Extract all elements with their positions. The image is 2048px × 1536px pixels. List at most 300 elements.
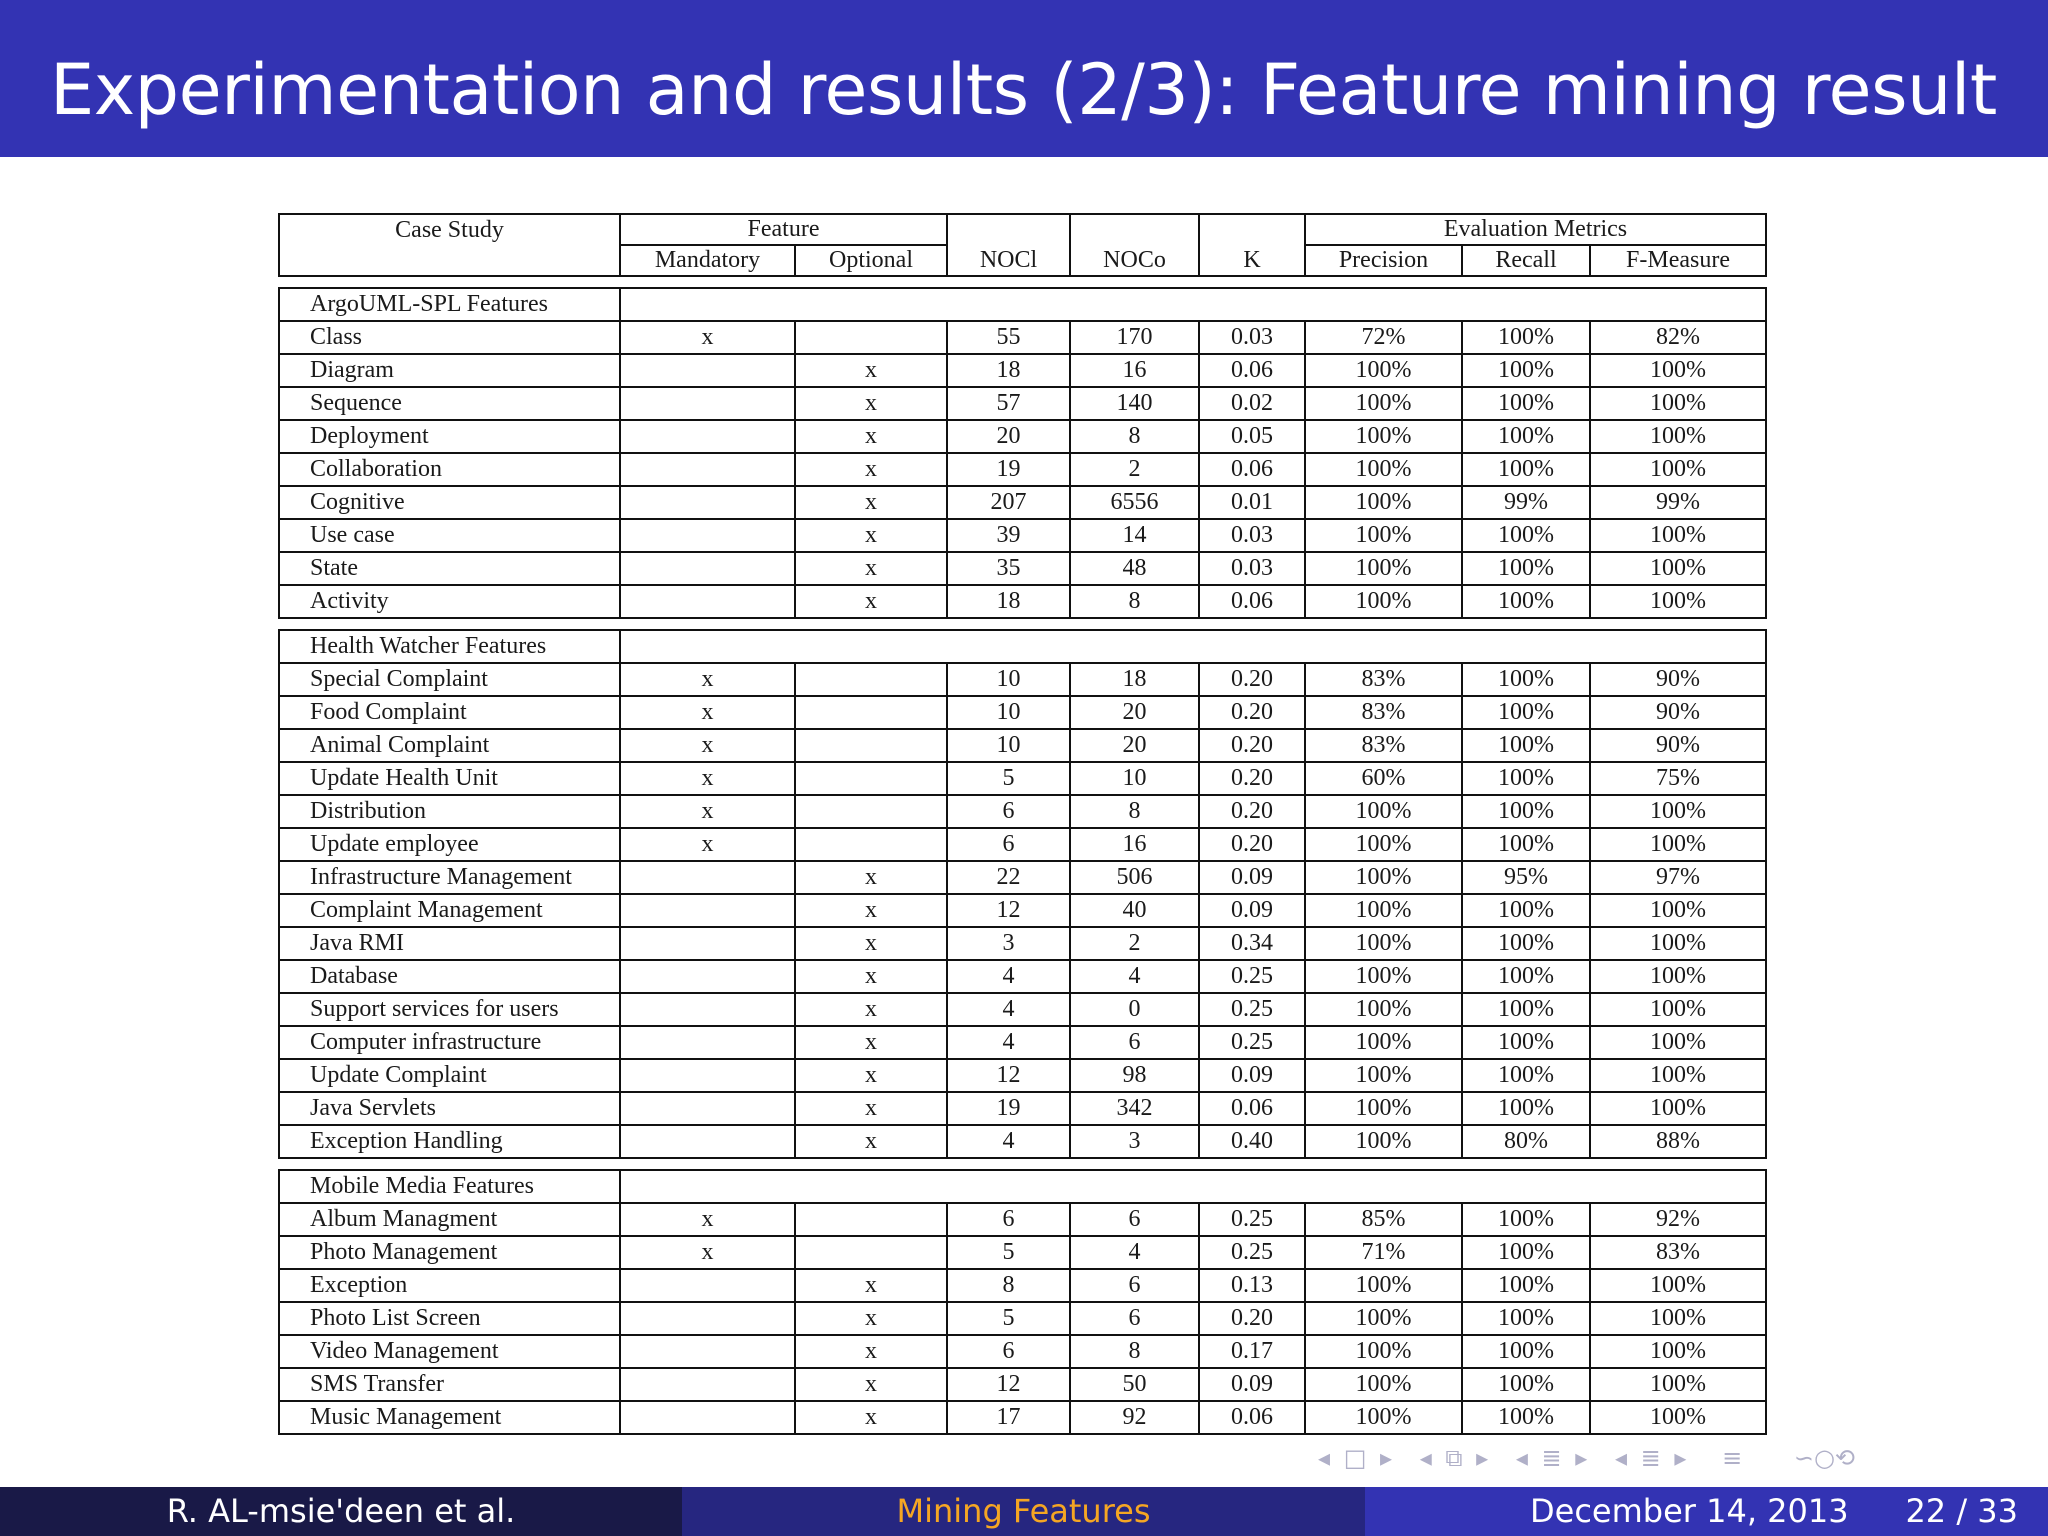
cell-optional: x: [796, 1126, 948, 1159]
footer-date: December 14, 2013: [1530, 1492, 1849, 1530]
cell-noco: 6: [1071, 1303, 1200, 1336]
cell-nocl: 55: [948, 322, 1071, 355]
cell-precision: 100%: [1306, 928, 1463, 961]
cell-name: Activity: [278, 586, 621, 619]
cell-optional: x: [796, 520, 948, 553]
cell-f-measure: 100%: [1591, 421, 1767, 454]
cell-name: Use case: [278, 520, 621, 553]
cell-recall: 100%: [1463, 994, 1591, 1027]
cell-k: 0.25: [1200, 994, 1306, 1027]
cell-k: 0.03: [1200, 520, 1306, 553]
cell-f-measure: 100%: [1591, 1402, 1767, 1435]
cell-f-measure: 100%: [1591, 586, 1767, 619]
cell-precision: 83%: [1306, 697, 1463, 730]
cell-nocl: 18: [948, 586, 1071, 619]
cell-recall: 100%: [1463, 355, 1591, 388]
cell-nocl: 5: [948, 1237, 1071, 1270]
table-row: [278, 1402, 1767, 1435]
subsection-forward-icon[interactable]: ▸: [1674, 1444, 1687, 1472]
cell-mandatory: [621, 1027, 796, 1060]
cell-noco: 6: [1071, 1204, 1200, 1237]
cell-precision: 100%: [1306, 862, 1463, 895]
cell-precision: 100%: [1306, 355, 1463, 388]
cell-recall: 100%: [1463, 664, 1591, 697]
group-spacer-cell: [278, 277, 1767, 287]
cell-mandatory: [621, 862, 796, 895]
table-row: [278, 994, 1767, 1027]
cell-precision: 100%: [1306, 520, 1463, 553]
cell-optional: [796, 829, 948, 862]
cell-f-measure: 100%: [1591, 1060, 1767, 1093]
cell-f-measure: 100%: [1591, 928, 1767, 961]
cell-name: SMS Transfer: [278, 1369, 621, 1402]
table-row: [278, 1027, 1767, 1060]
cell-f-measure: 100%: [1591, 961, 1767, 994]
cell-mandatory: [621, 421, 796, 454]
cell-noco: 16: [1071, 829, 1200, 862]
cell-name: Photo List Screen: [278, 1303, 621, 1336]
cell-recall: 100%: [1463, 322, 1591, 355]
cell-noco: 8: [1071, 586, 1200, 619]
cell-name: Computer infrastructure: [278, 1027, 621, 1060]
cell-precision: 100%: [1306, 1270, 1463, 1303]
cell-recall: 100%: [1463, 1402, 1591, 1435]
cell-k: 0.20: [1200, 664, 1306, 697]
table-row: [278, 388, 1767, 421]
group-title-blank: [621, 287, 1767, 322]
table-row: [278, 895, 1767, 928]
cell-noco: 140: [1071, 388, 1200, 421]
cell-k: 0.25: [1200, 961, 1306, 994]
cell-recall: 100%: [1463, 1093, 1591, 1126]
cell-k: 0.03: [1200, 553, 1306, 586]
cell-name: Album Managment: [278, 1204, 621, 1237]
cell-noco: 3: [1071, 1126, 1200, 1159]
cell-mandatory: x: [621, 664, 796, 697]
cell-mandatory: x: [621, 796, 796, 829]
cell-precision: 100%: [1306, 586, 1463, 619]
align-icon[interactable]: ≡: [1722, 1444, 1743, 1472]
table-row: [278, 1237, 1767, 1270]
cell-name: Special Complaint: [278, 664, 621, 697]
cell-k: 0.13: [1200, 1270, 1306, 1303]
table-row: [278, 1270, 1767, 1303]
cell-k: 0.09: [1200, 1060, 1306, 1093]
beamer-navigation-bar: [1318, 1440, 1861, 1476]
cell-k: 0.09: [1200, 1369, 1306, 1402]
cell-optional: [796, 763, 948, 796]
cell-optional: x: [796, 994, 948, 1027]
cell-mandatory: [621, 388, 796, 421]
table-row: [278, 1204, 1767, 1237]
cell-nocl: 6: [948, 796, 1071, 829]
cell-precision: 100%: [1306, 895, 1463, 928]
cell-f-measure: 100%: [1591, 1027, 1767, 1060]
cell-f-measure: 100%: [1591, 454, 1767, 487]
group-title-row: [278, 1169, 1767, 1204]
cell-name: Food Complaint: [278, 697, 621, 730]
cell-nocl: 35: [948, 553, 1071, 586]
cell-k: 0.06: [1200, 1093, 1306, 1126]
cell-nocl: 39: [948, 520, 1071, 553]
header-optional: Optional: [796, 246, 948, 277]
nav-right-arrow-icon[interactable]: ▸: [1380, 1444, 1393, 1472]
cell-precision: 83%: [1306, 730, 1463, 763]
cell-recall: 100%: [1463, 553, 1591, 586]
cell-mandatory: [621, 487, 796, 520]
cell-noco: 342: [1071, 1093, 1200, 1126]
cell-nocl: 10: [948, 664, 1071, 697]
frame-icon[interactable]: □: [1343, 1444, 1367, 1472]
cell-nocl: 18: [948, 355, 1071, 388]
cell-recall: 100%: [1463, 1027, 1591, 1060]
cell-noco: 4: [1071, 1237, 1200, 1270]
cell-mandatory: x: [621, 763, 796, 796]
cell-f-measure: 100%: [1591, 1303, 1767, 1336]
cell-nocl: 12: [948, 895, 1071, 928]
cell-name: State: [278, 553, 621, 586]
cell-optional: x: [796, 895, 948, 928]
cell-noco: 2: [1071, 454, 1200, 487]
cell-optional: x: [796, 1336, 948, 1369]
cell-name: Collaboration: [278, 454, 621, 487]
slide-title: Experimentation and results (2/3): Feature mining result: [50, 49, 1997, 131]
cell-k: 0.09: [1200, 862, 1306, 895]
cell-optional: x: [796, 553, 948, 586]
table-row: [278, 421, 1767, 454]
group-title-blank: [621, 629, 1767, 664]
cell-f-measure: 100%: [1591, 1336, 1767, 1369]
cell-mandatory: x: [621, 1237, 796, 1270]
cell-precision: 100%: [1306, 1369, 1463, 1402]
table-row: [278, 1369, 1767, 1402]
cell-f-measure: 75%: [1591, 763, 1767, 796]
cell-f-measure: 100%: [1591, 895, 1767, 928]
cell-optional: x: [796, 1027, 948, 1060]
group-title: ArgoUML-SPL Features: [278, 287, 621, 322]
cell-mandatory: [621, 895, 796, 928]
cell-mandatory: x: [621, 730, 796, 763]
table-row: [278, 862, 1767, 895]
cell-mandatory: [621, 1126, 796, 1159]
cell-recall: 100%: [1463, 586, 1591, 619]
cell-noco: 6556: [1071, 487, 1200, 520]
cell-optional: x: [796, 1060, 948, 1093]
subsection-icon[interactable]: ≣: [1640, 1444, 1661, 1472]
cell-nocl: 5: [948, 763, 1071, 796]
cell-nocl: 12: [948, 1060, 1071, 1093]
group-spacer-cell: [278, 619, 1767, 629]
cell-recall: 100%: [1463, 697, 1591, 730]
cell-k: 0.20: [1200, 1303, 1306, 1336]
cell-f-measure: 100%: [1591, 796, 1767, 829]
header-row-1: [278, 213, 1767, 246]
cell-nocl: 22: [948, 862, 1071, 895]
group-spacer: [278, 1159, 1767, 1169]
cell-precision: 100%: [1306, 961, 1463, 994]
group-spacer: [278, 277, 1767, 287]
search-icon[interactable]: ∽○⟲: [1793, 1444, 1856, 1472]
cell-precision: 72%: [1306, 322, 1463, 355]
cell-noco: 6: [1071, 1027, 1200, 1060]
cell-noco: 8: [1071, 796, 1200, 829]
cell-nocl: 8: [948, 1270, 1071, 1303]
cell-mandatory: [621, 355, 796, 388]
cell-k: 0.09: [1200, 895, 1306, 928]
cell-optional: x: [796, 355, 948, 388]
cell-optional: x: [796, 928, 948, 961]
cell-nocl: 10: [948, 730, 1071, 763]
cell-f-measure: 100%: [1591, 553, 1767, 586]
cell-recall: 100%: [1463, 388, 1591, 421]
header-case-study-bottom: [278, 246, 621, 277]
cell-recall: 100%: [1463, 421, 1591, 454]
cell-f-measure: 100%: [1591, 1270, 1767, 1303]
cell-precision: 83%: [1306, 664, 1463, 697]
header-feature: Feature: [621, 213, 948, 246]
table-row: [278, 1126, 1767, 1159]
slide-footer: [0, 1487, 2048, 1536]
table-row: [278, 1093, 1767, 1126]
cell-optional: [796, 322, 948, 355]
cell-precision: 100%: [1306, 454, 1463, 487]
cell-recall: 100%: [1463, 1336, 1591, 1369]
footer-short-title: Mining Features: [682, 1487, 1365, 1536]
cell-recall: 99%: [1463, 487, 1591, 520]
cell-noco: 48: [1071, 553, 1200, 586]
group-title-row: [278, 629, 1767, 664]
cell-nocl: 4: [948, 1027, 1071, 1060]
cell-k: 0.01: [1200, 487, 1306, 520]
table-row: [278, 796, 1767, 829]
cell-nocl: 207: [948, 487, 1071, 520]
cell-precision: 100%: [1306, 1336, 1463, 1369]
header-noco-top: [1071, 213, 1200, 246]
table-row: [278, 520, 1767, 553]
cell-name: Java Servlets: [278, 1093, 621, 1126]
cell-k: 0.20: [1200, 730, 1306, 763]
cell-f-measure: 90%: [1591, 730, 1767, 763]
cell-noco: 506: [1071, 862, 1200, 895]
subsection-back-icon[interactable]: ◂: [1614, 1444, 1628, 1472]
cell-k: 0.20: [1200, 829, 1306, 862]
cell-optional: x: [796, 961, 948, 994]
cell-recall: 100%: [1463, 1060, 1591, 1093]
cell-recall: 100%: [1463, 454, 1591, 487]
table-row: [278, 586, 1767, 619]
cell-f-measure: 92%: [1591, 1204, 1767, 1237]
cell-nocl: 4: [948, 1126, 1071, 1159]
cell-f-measure: 100%: [1591, 388, 1767, 421]
cell-optional: x: [796, 1402, 948, 1435]
cell-f-measure: 90%: [1591, 697, 1767, 730]
cell-nocl: 6: [948, 829, 1071, 862]
cell-k: 0.20: [1200, 796, 1306, 829]
cell-name: Animal Complaint: [278, 730, 621, 763]
group-spacer-cell: [278, 1159, 1767, 1169]
cell-optional: [796, 796, 948, 829]
table-row: [278, 730, 1767, 763]
cell-noco: 2: [1071, 928, 1200, 961]
cell-recall: 100%: [1463, 961, 1591, 994]
cell-precision: 100%: [1306, 553, 1463, 586]
table-row: [278, 487, 1767, 520]
cell-mandatory: x: [621, 829, 796, 862]
header-row-2: [278, 246, 1767, 277]
table-row: [278, 1303, 1767, 1336]
header-nocl: NOCl: [948, 246, 1071, 277]
cell-precision: 85%: [1306, 1204, 1463, 1237]
section-forward-icon[interactable]: ▸: [1575, 1444, 1588, 1472]
table-row: [278, 322, 1767, 355]
cell-mandatory: [621, 586, 796, 619]
header-k-top: [1200, 213, 1306, 246]
cell-optional: x: [796, 1270, 948, 1303]
cell-f-measure: 99%: [1591, 487, 1767, 520]
cell-mandatory: [621, 1369, 796, 1402]
cell-optional: x: [796, 1303, 948, 1336]
cell-noco: 20: [1071, 697, 1200, 730]
cell-nocl: 57: [948, 388, 1071, 421]
cell-k: 0.25: [1200, 1027, 1306, 1060]
header-precision: Precision: [1306, 246, 1463, 277]
cell-mandatory: x: [621, 1204, 796, 1237]
cell-optional: [796, 664, 948, 697]
cell-name: Complaint Management: [278, 895, 621, 928]
cell-nocl: 4: [948, 994, 1071, 1027]
cell-name: Music Management: [278, 1402, 621, 1435]
cell-mandatory: x: [621, 322, 796, 355]
table-row: [278, 553, 1767, 586]
cell-optional: x: [796, 862, 948, 895]
slides-forward-icon[interactable]: ▸: [1476, 1444, 1489, 1472]
cell-optional: x: [796, 388, 948, 421]
cell-k: 0.06: [1200, 586, 1306, 619]
section-icon[interactable]: ≣: [1541, 1444, 1562, 1472]
cell-noco: 14: [1071, 520, 1200, 553]
cell-optional: [796, 1204, 948, 1237]
cell-precision: 100%: [1306, 994, 1463, 1027]
cell-recall: 100%: [1463, 829, 1591, 862]
cell-nocl: 6: [948, 1204, 1071, 1237]
cell-nocl: 4: [948, 961, 1071, 994]
cell-name: Exception: [278, 1270, 621, 1303]
cell-mandatory: [621, 1060, 796, 1093]
cell-precision: 100%: [1306, 1093, 1463, 1126]
feature-mining-results-table: [278, 213, 1767, 1435]
cell-noco: 10: [1071, 763, 1200, 796]
cell-mandatory: [621, 928, 796, 961]
slide-title-bar: [0, 0, 2048, 157]
cell-precision: 100%: [1306, 1126, 1463, 1159]
cell-mandatory: [621, 1402, 796, 1435]
cell-nocl: 17: [948, 1402, 1071, 1435]
nav-left-arrow-icon[interactable]: ◂: [1318, 1444, 1331, 1472]
table-row: [278, 664, 1767, 697]
table-row: [278, 1060, 1767, 1093]
slides-back-icon[interactable]: ◂: [1419, 1444, 1432, 1472]
cell-name: Distribution: [278, 796, 621, 829]
cell-precision: 100%: [1306, 487, 1463, 520]
cell-f-measure: 88%: [1591, 1126, 1767, 1159]
cell-noco: 170: [1071, 322, 1200, 355]
cell-k: 0.05: [1200, 421, 1306, 454]
cell-k: 0.06: [1200, 454, 1306, 487]
cell-nocl: 19: [948, 454, 1071, 487]
cell-noco: 8: [1071, 421, 1200, 454]
cell-name: Deployment: [278, 421, 621, 454]
header-case-study: Case Study: [278, 213, 621, 246]
cell-mandatory: [621, 1270, 796, 1303]
cell-recall: 100%: [1463, 1369, 1591, 1402]
cell-name: Diagram: [278, 355, 621, 388]
table-row: [278, 928, 1767, 961]
cell-recall: 100%: [1463, 928, 1591, 961]
cell-mandatory: [621, 520, 796, 553]
cell-k: 0.25: [1200, 1237, 1306, 1270]
cell-name: Update Complaint: [278, 1060, 621, 1093]
cell-mandatory: [621, 553, 796, 586]
cell-name: Sequence: [278, 388, 621, 421]
cell-precision: 60%: [1306, 763, 1463, 796]
cell-nocl: 12: [948, 1369, 1071, 1402]
cell-optional: x: [796, 586, 948, 619]
cell-optional: x: [796, 421, 948, 454]
cell-mandatory: [621, 1093, 796, 1126]
cell-optional: [796, 730, 948, 763]
cell-optional: x: [796, 1369, 948, 1402]
group-title-blank: [621, 1169, 1767, 1204]
cell-nocl: 5: [948, 1303, 1071, 1336]
table-row: [278, 697, 1767, 730]
cell-precision: 100%: [1306, 1027, 1463, 1060]
cell-nocl: 20: [948, 421, 1071, 454]
cell-f-measure: 100%: [1591, 994, 1767, 1027]
cell-nocl: 10: [948, 697, 1071, 730]
cell-nocl: 3: [948, 928, 1071, 961]
cell-precision: 100%: [1306, 796, 1463, 829]
table-row: [278, 454, 1767, 487]
cell-recall: 100%: [1463, 1303, 1591, 1336]
header-noco: NOCo: [1071, 246, 1200, 277]
section-back-icon[interactable]: ◂: [1515, 1444, 1528, 1472]
cell-optional: x: [796, 454, 948, 487]
group-title-row: [278, 287, 1767, 322]
cell-k: 0.25: [1200, 1204, 1306, 1237]
cell-k: 0.02: [1200, 388, 1306, 421]
cell-noco: 40: [1071, 895, 1200, 928]
slides-icon[interactable]: ⧉: [1445, 1444, 1463, 1472]
header-evaluation-metrics: Evaluation Metrics: [1306, 213, 1767, 246]
results-table-body: [278, 213, 1767, 1435]
header-recall: Recall: [1463, 246, 1591, 277]
cell-mandatory: [621, 454, 796, 487]
cell-optional: x: [796, 1093, 948, 1126]
cell-f-measure: 100%: [1591, 1369, 1767, 1402]
cell-name: Database: [278, 961, 621, 994]
table-row: [278, 1336, 1767, 1369]
table-row: [278, 961, 1767, 994]
cell-name: Update employee: [278, 829, 621, 862]
table-row: [278, 829, 1767, 862]
cell-nocl: 19: [948, 1093, 1071, 1126]
cell-name: Class: [278, 322, 621, 355]
footer-page-number: 22 / 33: [1905, 1492, 2018, 1530]
header-f-measure: F-Measure: [1591, 246, 1767, 277]
header-mandatory: Mandatory: [621, 246, 796, 277]
cell-noco: 8: [1071, 1336, 1200, 1369]
cell-f-measure: 97%: [1591, 862, 1767, 895]
